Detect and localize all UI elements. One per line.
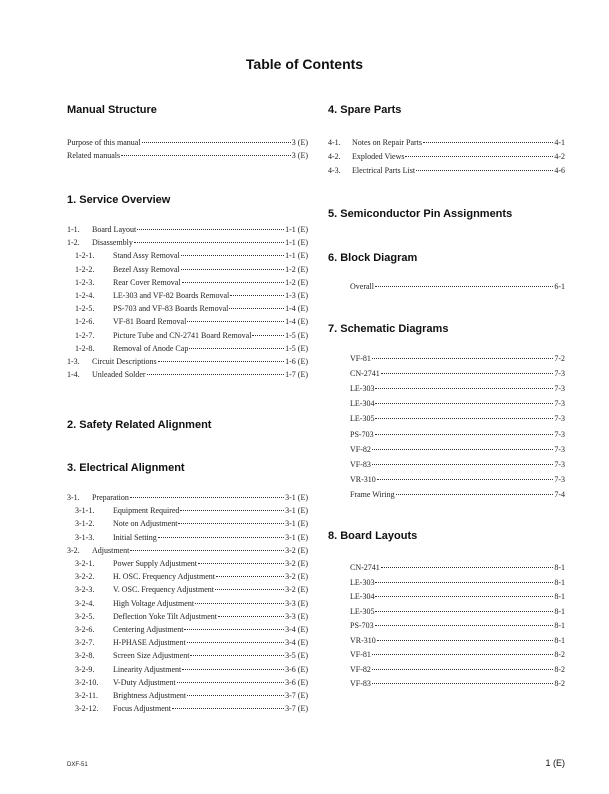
dot-leader: [423, 142, 553, 143]
toc-entry[interactable]: [67, 545, 308, 557]
toc-entry[interactable]: [67, 703, 308, 715]
dot-leader: [375, 286, 553, 287]
toc-entry-page: 8-1: [554, 577, 565, 587]
toc-entry[interactable]: [328, 591, 565, 603]
toc-entry[interactable]: [328, 413, 565, 425]
dot-leader: [375, 625, 554, 626]
toc-entry-page: 3-5 (E): [285, 651, 308, 661]
dot-leader: [182, 669, 284, 670]
toc-entry-label: LE-303: [350, 384, 375, 394]
dot-leader: [187, 695, 284, 696]
toc-entry-number: 1-3.: [67, 357, 80, 366]
section-heading: 7. Schematic Diagrams: [328, 323, 449, 335]
toc-entry-label: Overall: [350, 282, 374, 291]
toc-entry-label: Preparation: [92, 493, 129, 502]
toc-entry-label: Initial Setting: [113, 532, 157, 542]
toc-entry-page: 3-6 (E): [285, 664, 308, 674]
toc-entry[interactable]: [67, 571, 308, 583]
toc-entry[interactable]: [67, 150, 308, 162]
toc-entry[interactable]: [67, 277, 308, 289]
toc-entry-label: Unleaded Solder: [92, 370, 146, 380]
toc-entry[interactable]: [328, 137, 565, 149]
toc-entry-page: 1-2 (E): [285, 264, 308, 274]
toc-entry[interactable]: [67, 492, 308, 504]
toc-entry-label: Screen Size Adjustment: [113, 651, 190, 661]
section-heading: Manual Structure: [67, 104, 157, 116]
dot-leader: [198, 563, 284, 564]
dot-leader: [190, 655, 284, 656]
toc-entry-page: 8-1: [554, 635, 565, 645]
toc-entry-number: 1-2.: [67, 238, 80, 248]
toc-entry-page: 1-4 (E): [285, 304, 308, 314]
dot-leader: [187, 642, 284, 643]
toc-entry-page: 3-1 (E): [285, 519, 308, 529]
toc-entry[interactable]: [67, 343, 308, 355]
toc-entry[interactable]: [67, 558, 308, 570]
toc-entry-number: 3-2-7.: [75, 638, 95, 648]
dot-leader: [147, 374, 285, 375]
toc-entry-label: PS-703: [350, 621, 374, 630]
dot-leader: [178, 523, 284, 524]
toc-entry-label: LE-304: [350, 399, 375, 409]
toc-entry-page: 8-1: [554, 606, 565, 616]
toc-entry-label: VF-81 Board Removal: [113, 317, 187, 327]
section-heading: 5. Semiconductor Pin Assignments: [328, 208, 513, 220]
toc-entry[interactable]: [67, 356, 308, 368]
toc-entry-label: Related manuals: [67, 151, 121, 161]
toc-entry-page: 8-2: [554, 679, 565, 688]
toc-entry-page: 6-1: [554, 282, 565, 291]
toc-entry-page: 3-7 (E): [285, 704, 308, 714]
section-heading: 8. Board Layouts: [328, 530, 418, 542]
dot-leader: [137, 229, 284, 230]
toc-entry-label: VF-82: [350, 444, 371, 454]
toc-entry-page: 4-2: [554, 151, 565, 161]
dot-leader: [372, 358, 553, 359]
toc-entry-label: VR-310: [350, 474, 376, 484]
toc-entry-label: LE-303: [350, 577, 375, 587]
toc-entry[interactable]: [67, 584, 308, 596]
toc-entry-number: 1-2-4.: [75, 291, 95, 300]
dot-leader: [375, 611, 553, 612]
toc-entry-label: LE-304: [350, 592, 375, 601]
dot-leader: [377, 479, 554, 480]
dot-leader: [215, 589, 284, 590]
toc-entry-number: 1-4.: [67, 370, 80, 380]
toc-entry[interactable]: [67, 303, 308, 315]
dot-leader: [172, 708, 284, 709]
toc-entry-page: 1-5 (E): [285, 330, 308, 340]
toc-entry-page: 7-3: [554, 414, 565, 424]
toc-entry-page: 3-1 (E): [285, 506, 308, 516]
dot-leader: [195, 603, 284, 604]
dot-leader: [189, 348, 284, 349]
toc-entry[interactable]: [328, 678, 565, 690]
dot-leader: [252, 335, 284, 336]
toc-entry-page: 7-3: [554, 444, 565, 454]
toc-entry-label: Notes on Repair Parts: [352, 138, 422, 147]
toc-entry-page: 3-3 (E): [285, 598, 308, 608]
toc-entry-page: 4-1: [554, 138, 565, 147]
toc-entry-label: VF-81: [350, 354, 371, 363]
toc-entry-label: High Voltage Adjustment: [113, 598, 195, 608]
dot-leader: [396, 494, 554, 495]
toc-entry-label: PS-703 and VF-83 Boards Removal: [113, 304, 229, 314]
dot-leader: [130, 550, 284, 551]
toc-entry-label: Removal of Anode Cap: [113, 343, 189, 353]
page-title: Table of Contents: [245, 56, 364, 72]
toc-entry-page: 1-3 (E): [285, 291, 308, 300]
dot-leader: [184, 629, 284, 630]
toc-entry[interactable]: [328, 635, 565, 647]
toc-entry-label: PS-703: [350, 429, 374, 439]
toc-entry[interactable]: [67, 611, 308, 623]
toc-entry-page: 3-1 (E): [285, 532, 308, 542]
toc-entry[interactable]: [328, 165, 565, 177]
toc-entry[interactable]: [328, 489, 565, 501]
toc-entry[interactable]: [67, 532, 308, 544]
dot-leader: [158, 537, 284, 538]
toc-entry-page: 4-6: [554, 165, 565, 175]
toc-entry[interactable]: [328, 606, 565, 618]
toc-entry-label: V-Duty Adjustment: [113, 677, 176, 687]
toc-entry[interactable]: [67, 369, 308, 381]
toc-entry-page: 8-2: [554, 650, 565, 659]
toc-entry-label: Disassembly: [92, 238, 133, 248]
toc-entry-number: 1-2-5.: [75, 304, 95, 314]
toc-entry-page: 7-3: [554, 474, 565, 484]
toc-entry-page: 3-3 (E): [285, 611, 308, 621]
toc-entry-number: 1-2-6.: [75, 317, 95, 327]
toc-entry-number: 3-2-6.: [75, 625, 95, 634]
toc-entry-number: 1-2-3.: [75, 277, 95, 287]
toc-entry-label: VF-83: [350, 459, 371, 469]
dot-leader: [121, 155, 291, 156]
toc-entry-page: 1-7 (E): [285, 370, 308, 380]
toc-entry-label: CN-2741: [350, 369, 380, 379]
toc-entry-number: 1-2-1.: [75, 251, 95, 261]
toc-entry[interactable]: [328, 577, 565, 589]
toc-entry-label: VR-310: [350, 635, 376, 645]
dot-leader: [381, 567, 554, 568]
toc-entry[interactable]: [67, 677, 308, 689]
toc-entry-page: 3-2 (E): [285, 545, 308, 555]
toc-entry-number: 3-2-11.: [75, 691, 99, 700]
toc-entry-page: 3 (E): [291, 138, 308, 147]
toc-entry-number: 4-2.: [328, 151, 341, 161]
toc-entry[interactable]: [328, 649, 565, 661]
dot-leader: [182, 282, 285, 283]
dot-leader: [218, 616, 284, 617]
toc-entry-page: 7-2: [554, 354, 565, 363]
toc-entry[interactable]: [67, 250, 308, 262]
toc-entry[interactable]: [328, 562, 565, 574]
toc-entry-number: 3-2-5.: [75, 611, 95, 621]
toc-entry-page: 8-1: [554, 621, 565, 630]
toc-entry[interactable]: [67, 650, 308, 662]
toc-entry-number: 4-3.: [328, 165, 341, 175]
toc-entry-label: CN-2741: [350, 563, 380, 572]
toc-entry-label: Purpose of this manual: [67, 138, 141, 147]
dot-leader: [375, 582, 553, 583]
dot-leader: [130, 497, 284, 498]
toc-entry-number: 4-1.: [328, 138, 341, 147]
toc-entry-label: Frame Wiring: [350, 489, 395, 499]
document-code: DXF-51: [67, 762, 88, 768]
toc-entry-label: Bezel Assy Removal: [113, 264, 180, 274]
toc-entry-page: 7-3: [554, 384, 565, 394]
toc-entry-number: 3-2-3.: [75, 585, 95, 595]
toc-entry-page: 3-7 (E): [285, 691, 308, 700]
toc-entry-label: LE-303 and VF-82 Boards Removal: [113, 291, 230, 300]
toc-entry[interactable]: [67, 518, 308, 530]
toc-entry-page: 3-1 (E): [285, 493, 308, 502]
toc-entry-page: 1-6 (E): [285, 357, 308, 366]
toc-entry-label: LE-305: [350, 414, 375, 424]
toc-entry-page: 3 (E): [291, 151, 308, 161]
dot-leader: [375, 596, 553, 597]
toc-entry-number: 3-2.: [67, 545, 80, 555]
dot-leader: [377, 640, 554, 641]
toc-entry[interactable]: [67, 690, 308, 702]
toc-entry-page: 7-3: [554, 459, 565, 469]
toc-entry[interactable]: [67, 505, 308, 517]
toc-entry-label: Deflection Yoke Tilt Adjustment: [113, 611, 218, 621]
dot-leader: [230, 295, 284, 296]
toc-entry[interactable]: [67, 237, 308, 249]
toc-entry[interactable]: [328, 664, 565, 676]
toc-entry-page: 1-1 (E): [285, 238, 308, 248]
dot-leader: [381, 373, 554, 374]
section-heading: 3. Electrical Alignment: [67, 462, 185, 474]
toc-entry-label: Circuit Descriptions: [92, 357, 157, 366]
section-heading: 4. Spare Parts: [328, 104, 402, 116]
toc-entry-label: H. OSC. Frequency Adjustment: [113, 572, 215, 582]
dot-leader: [181, 269, 284, 270]
toc-entry-label: V. OSC. Frequency Adjustment: [113, 585, 214, 595]
section-heading: 1. Service Overview: [67, 194, 171, 206]
toc-entry-number: 3-2-9.: [75, 664, 95, 674]
dot-leader: [181, 255, 284, 256]
dot-leader: [375, 418, 553, 419]
toc-entry-page: 3-2 (E): [285, 559, 308, 568]
toc-entry-label: H-PHASE Adjustment: [113, 638, 186, 648]
toc-entry-label: Equipment Required: [113, 506, 180, 516]
toc-entry-page: 7-3: [554, 399, 565, 409]
dot-leader: [372, 669, 553, 670]
toc-entry[interactable]: [328, 620, 565, 632]
toc-entry[interactable]: [67, 316, 308, 328]
toc-entry-label: Adjustment: [92, 545, 130, 555]
toc-entry-label: Note on Adjustment: [113, 519, 178, 529]
toc-entry[interactable]: [328, 398, 565, 410]
toc-entry-page: 1-1 (E): [285, 251, 308, 261]
dot-leader: [216, 576, 284, 577]
toc-entry[interactable]: [67, 664, 308, 676]
toc-entry-number: 3-2-2.: [75, 572, 95, 582]
toc-entry-label: Focus Adjustment: [113, 704, 172, 714]
toc-entry-label: Brightness Adjustment: [113, 691, 187, 700]
dot-leader: [187, 321, 284, 322]
toc-entry-page: 1-1 (E): [285, 225, 308, 234]
toc-entry-number: 3-2-8.: [75, 651, 95, 661]
dot-leader: [372, 683, 553, 684]
dot-leader: [177, 682, 285, 683]
toc-entry[interactable]: [67, 637, 308, 649]
toc-entry-label: Stand Assy Removal: [113, 251, 180, 261]
page-number: 1 (E): [545, 758, 565, 768]
toc-entry[interactable]: [328, 353, 565, 365]
toc-entry-label: Exploded Views: [352, 151, 405, 161]
toc-entry-label: Power Supply Adjustment: [113, 559, 198, 568]
toc-entry-page: 3-4 (E): [285, 638, 308, 648]
toc-entry-page: 8-1: [554, 563, 565, 572]
toc-entry-number: 3-1-1.: [75, 506, 95, 516]
dot-leader: [180, 510, 284, 511]
dot-leader: [375, 388, 553, 389]
toc-entry-page: 7-3: [554, 369, 565, 379]
toc-entry-label: VF-83: [350, 679, 371, 688]
toc-entry-label: Electrical Parts List: [352, 165, 416, 175]
toc-entry[interactable]: [328, 368, 565, 380]
dot-leader: [405, 156, 553, 157]
toc-entry-number: 3-1-2.: [75, 519, 95, 529]
toc-entry-number: 3-2-12.: [75, 704, 99, 714]
toc-entry[interactable]: [328, 281, 565, 293]
toc-entry-page: 3-2 (E): [285, 572, 308, 582]
dot-leader: [372, 654, 553, 655]
toc-entry[interactable]: [328, 444, 565, 456]
toc-entry-page: 1-5 (E): [285, 343, 308, 353]
toc-entry[interactable]: [67, 137, 308, 149]
dot-leader: [416, 170, 553, 171]
dot-leader: [375, 434, 554, 435]
toc-entry-page: 3-6 (E): [285, 677, 308, 687]
dot-leader: [375, 403, 553, 404]
toc-entry[interactable]: [328, 429, 565, 441]
toc-entry-page: 3-4 (E): [285, 625, 308, 634]
toc-entry-label: Picture Tube and CN-2741 Board Removal: [113, 330, 252, 340]
toc-entry-page: 3-2 (E): [285, 585, 308, 595]
dot-leader: [229, 308, 284, 309]
toc-entry-page: 8-2: [554, 664, 565, 674]
toc-entry[interactable]: [328, 459, 565, 471]
dot-leader: [372, 449, 553, 450]
toc-entry[interactable]: [67, 330, 308, 342]
toc-entry[interactable]: [328, 151, 565, 163]
toc-entry-number: 1-2-2.: [75, 264, 95, 274]
toc-entry-number: 1-2-8.: [75, 343, 95, 353]
toc-entry-label: Centering Adjustment: [113, 625, 184, 634]
dot-leader: [158, 361, 284, 362]
toc-entry-number: 3-2-10.: [75, 677, 99, 687]
dot-leader: [372, 464, 553, 465]
toc-entry-page: 8-1: [554, 592, 565, 601]
dot-leader: [134, 242, 284, 243]
toc-entry-page: 1-2 (E): [285, 277, 308, 287]
toc-entry-label: Board Layout: [92, 225, 137, 234]
toc-entry-number: 3-1.: [67, 493, 80, 502]
toc-entry[interactable]: [328, 474, 565, 486]
toc-entry[interactable]: [67, 598, 308, 610]
toc-entry-number: 3-2-1.: [75, 559, 95, 568]
toc-entry[interactable]: [67, 624, 308, 636]
toc-entry-number: 3-1-3.: [75, 532, 95, 542]
section-heading: 6. Block Diagram: [328, 252, 418, 264]
toc-entry-label: Linearity Adjustment: [113, 664, 182, 674]
toc-entry-number: 3-2-4.: [75, 598, 95, 608]
toc-entry-page: 7-4: [554, 489, 565, 499]
toc-entry[interactable]: [67, 290, 308, 302]
toc-entry-label: VF-81: [350, 650, 371, 659]
toc-entry-label: Rear Cover Removal: [113, 277, 181, 287]
dot-leader: [142, 142, 291, 143]
toc-entry-page: 7-3: [554, 429, 565, 439]
toc-entry[interactable]: [67, 224, 308, 236]
toc-entry[interactable]: [328, 383, 565, 395]
toc-entry[interactable]: [67, 264, 308, 276]
section-heading: 2. Safety Related Alignment: [67, 419, 212, 431]
toc-entry-page: 1-4 (E): [285, 317, 308, 327]
toc-entry-label: VF-82: [350, 664, 371, 674]
toc-entry-number: 1-1.: [67, 225, 80, 234]
toc-entry-number: 1-2-7.: [75, 330, 95, 340]
toc-entry-label: LE-305: [350, 606, 375, 616]
